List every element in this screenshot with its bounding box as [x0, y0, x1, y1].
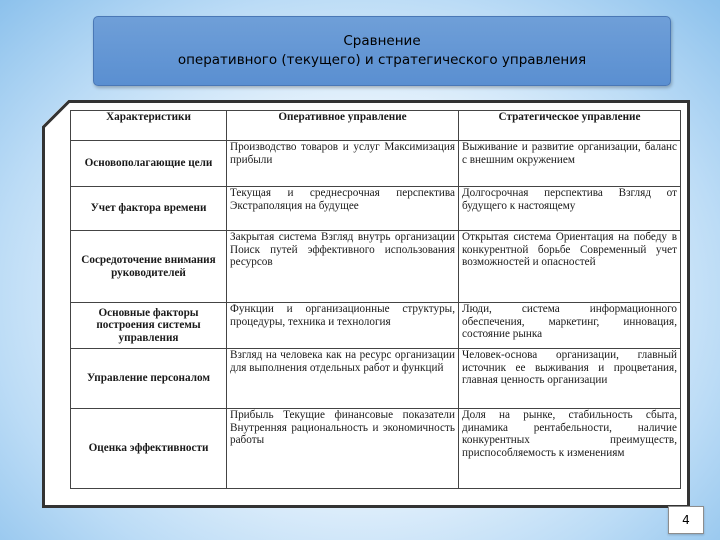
row-strategic-cell: Люди, система информационного обеспечения, маркетинг, инновация, состояние рынка	[459, 303, 681, 349]
table-row	[71, 141, 681, 187]
row-strategic-cell: Открытая система Ориентация на победу в конкурентной борьбе Современный учет возможностей и опасностей	[459, 231, 681, 303]
header-operational: Оперативное управление	[227, 111, 459, 141]
row-characteristic: Основные факторы построения системы управления	[71, 303, 227, 349]
comparison-table	[70, 110, 681, 489]
row-operational-cell: Закрытая система Взгляд внутрь организации Поиск путей эффективного использования ресурсов	[227, 231, 459, 303]
header-strategic: Стратегическое управление	[459, 111, 681, 141]
slide-title-line-2: оперативного (текущего) и стратегического управления	[177, 52, 587, 68]
row-characteristic: Оценка эффективности	[71, 409, 227, 489]
row-operational-cell: Текущая и среднесрочная перспектива Экстраполяция на будущее	[227, 187, 459, 231]
table-header-row	[71, 111, 681, 141]
row-characteristic: Управление персоналом	[71, 349, 227, 409]
row-characteristic: Основополагающие цели	[71, 141, 227, 187]
row-strategic-cell: Человек-основа организации, главный источник ее выживания и процветания, главная ценность организации	[459, 349, 681, 409]
table-row	[71, 409, 681, 489]
row-operational-cell: Взгляд на человека как на ресурс организации для выполнения отдельных работ и функций	[227, 349, 459, 409]
header-characteristics: Характеристики	[71, 111, 227, 141]
row-strategic-cell: Выживание и развитие организации, баланс с внешним окружением	[459, 141, 681, 187]
row-operational-cell: Производство товаров и услуг Максимизация прибыли	[227, 141, 459, 187]
row-characteristic: Учет фактора времени	[71, 187, 227, 231]
row-strategic-cell: Долгосрочная перспектива Взгляд от будущего к настоящему	[459, 187, 681, 231]
table-row	[71, 187, 681, 231]
slide-title-line-1: Сравнение	[343, 33, 421, 49]
row-operational-cell: Прибыль Текущие финансовые показатели Внутренняя рациональность и экономичность работы	[227, 409, 459, 489]
table-row	[71, 349, 681, 409]
page-number: 4	[668, 506, 704, 534]
slide-title-box	[93, 16, 671, 86]
row-strategic-cell: Доля на рынке, стабильность сбыта, динамика рентабельности, наличие конкурентных преимуществ, приспособляемость к изменениям	[459, 409, 681, 489]
table-row	[71, 303, 681, 349]
row-operational-cell: Функции и организационные структуры, процедуры, техника и технология	[227, 303, 459, 349]
table-row	[71, 231, 681, 303]
row-characteristic: Сосредоточение внимания руководителей	[71, 231, 227, 303]
